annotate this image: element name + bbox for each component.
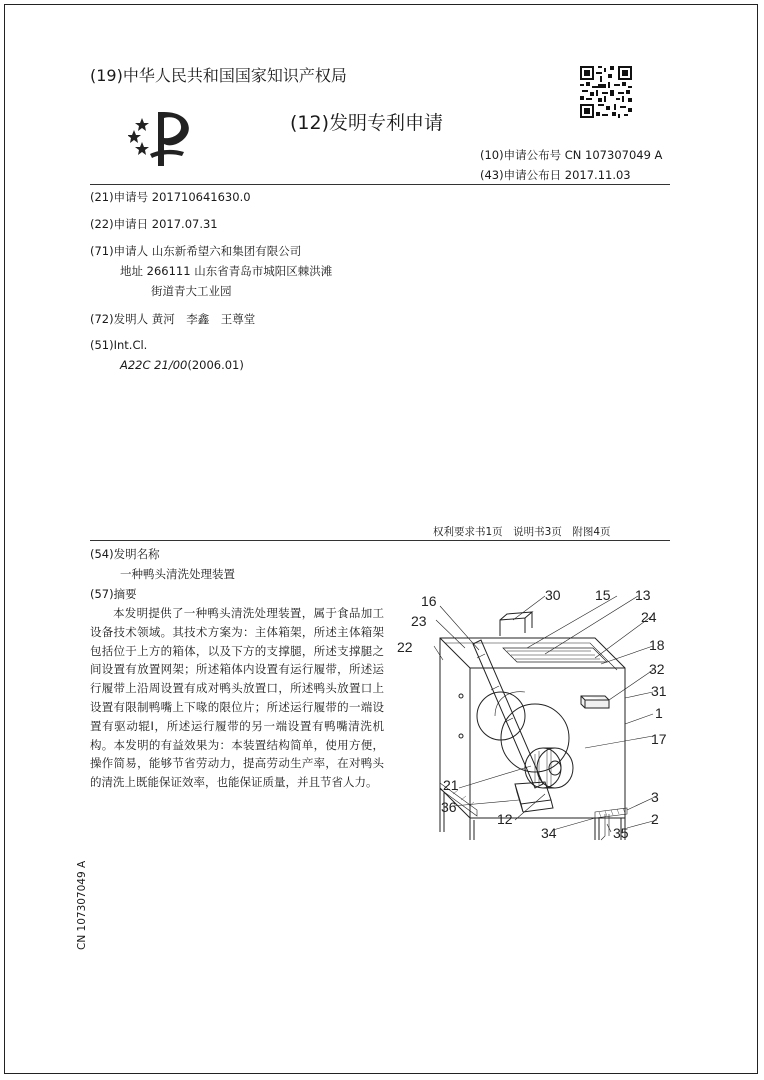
abstract-text: 本发明提供了一种鸭头清洗处理装置，属于食品加工设备技术领域。其技术方案为：主体箱架，所述主体箱架包括位于上方的箱体，以及下方的支撑腿，所述支撑腿之间设置有放置网架；所述箱体内设置有运行履带，所述运行履带上沿周设置有成对鸭头放置口，所述鸭头放置口上设置有限制鸭嘴上下喙的限位片；所述运行履带的一端设置有驱动辊I，所述运行履带的另一端设置有鸭嘴清洗机构。本发明的有益效果为：本装置结构简单，使用方便，操作简易，能够节省劳动力，提高劳动生产率，在对鸭头的清洗上既能保证效率，也能保证质量，并且节省人力。	[90, 606, 384, 790]
callout-2: 2	[651, 811, 659, 827]
page-border	[4, 4, 758, 1074]
callout-30: 30	[545, 588, 561, 603]
callout-36: 36	[441, 799, 457, 815]
callout-13: 13	[635, 588, 651, 603]
publication-number-value: CN 107307049 A	[564, 148, 663, 162]
callout-21: 21	[443, 777, 459, 793]
application-date	[90, 216, 218, 232]
title-label: (54)发明名称	[90, 547, 160, 561]
header-divider	[90, 184, 670, 185]
callout-22: 22	[397, 639, 413, 655]
invention-title: 一种鸭头清洗处理装置	[120, 567, 235, 581]
callout-1: 1	[655, 705, 663, 721]
application-date-value: 2017.07.31	[151, 217, 218, 231]
publication-date-label: (43)申请公布日	[480, 168, 562, 182]
applicant-label: (71)申请人	[90, 244, 149, 258]
callout-24: 24	[641, 609, 657, 625]
callout-16: 16	[421, 593, 437, 609]
abstract-label: (57)摘要	[90, 587, 137, 601]
publication-number-label: (10)申请公布号	[480, 148, 562, 162]
publication-date	[480, 167, 631, 183]
page-count-info: 权利要求书1页 说明书3页 附图4页	[433, 526, 611, 538]
section-divider	[90, 540, 670, 541]
inventors-label: (72)发明人	[90, 312, 149, 326]
intcl-version: (2006.01)	[187, 358, 244, 372]
application-number-label: (21)申请号	[90, 190, 149, 204]
cnipa-logo	[128, 108, 198, 170]
document-type-title: (12)发明专利申请	[290, 112, 444, 134]
patent-office-name: (19)中华人民共和国国家知识产权局	[90, 66, 347, 85]
callout-31: 31	[651, 683, 667, 699]
callout-17: 17	[651, 731, 667, 747]
callout-12: 12	[497, 811, 513, 827]
intcl-label: (51)Int.Cl.	[90, 338, 148, 352]
callout-18: 18	[649, 637, 665, 653]
publication-number	[480, 147, 662, 163]
callout-32: 32	[649, 661, 665, 677]
inventors	[90, 311, 255, 327]
publication-date-value: 2017.11.03	[564, 168, 631, 182]
address-line-1: 266111 山东省青岛市城阳区棘洪滩	[146, 264, 333, 278]
application-number-value: 201710641630.0	[151, 190, 251, 204]
callout-23: 23	[411, 613, 427, 629]
callout-15: 15	[595, 588, 611, 603]
application-number	[90, 189, 251, 205]
address-line-2: 街道青大工业园	[151, 284, 232, 298]
callout-34: 34	[541, 825, 557, 841]
callout-35: 35	[613, 825, 629, 841]
side-publication-number: CN 107307049 A	[76, 860, 88, 950]
intcl-code: A22C 21/00	[120, 358, 188, 372]
applicant-value: 山东新希望六和集团有限公司	[151, 244, 302, 258]
inventors-value: 黄河 李鑫 王尊堂	[151, 312, 256, 326]
intcl-classification	[120, 358, 244, 372]
application-date-label: (22)申请日	[90, 217, 149, 231]
patent-drawing	[395, 588, 675, 848]
address-label: 地址	[120, 264, 143, 278]
callout-3: 3	[651, 789, 659, 805]
applicant-address	[120, 263, 332, 279]
applicant	[90, 243, 301, 259]
qr-code	[580, 66, 632, 118]
